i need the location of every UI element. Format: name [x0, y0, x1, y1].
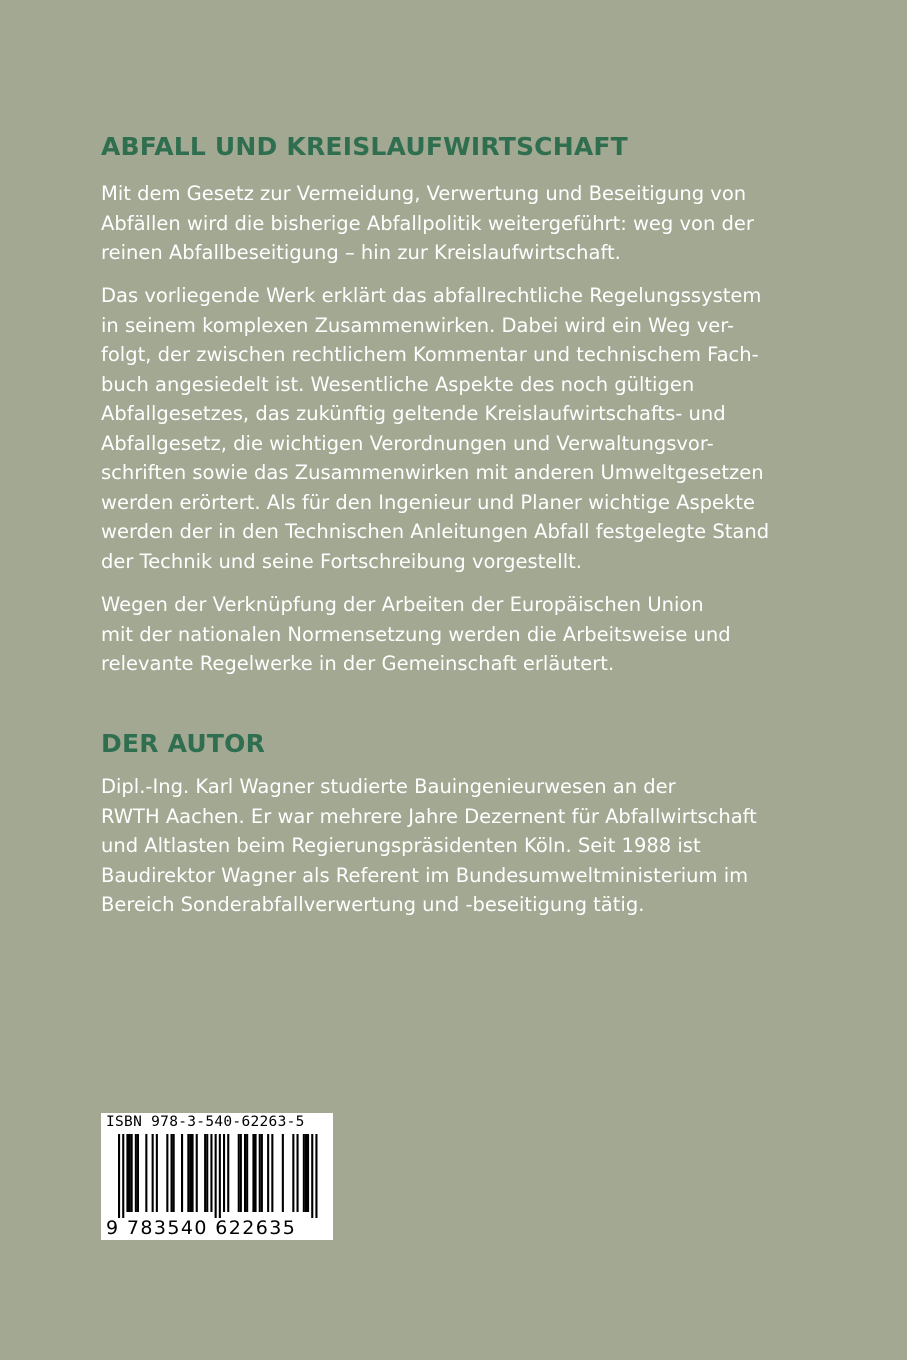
- barcode-bar: [271, 1134, 273, 1212]
- barcode-bar: [156, 1134, 158, 1212]
- barcode-bars: [104, 1134, 330, 1218]
- barcode-bar: [122, 1134, 124, 1218]
- barcode-bar: [135, 1134, 137, 1212]
- text-line: buch angesiedelt ist. Wesentliche Aspekte des noch gültigen: [101, 372, 695, 396]
- text-line: werden erörtert. Als für den Ingenieur und Planer wichtige Aspekte: [101, 490, 755, 514]
- description-paragraph: [101, 281, 769, 576]
- barcode-bar: [255, 1134, 257, 1212]
- text-line: schriften sowie das Zusammenwirken mit anderen Umweltgesetzen: [101, 461, 764, 484]
- barcode-bar: [282, 1134, 284, 1212]
- text-line: Bereich Sonderabfallverwertung und -beseitigung tätig.: [101, 893, 645, 916]
- barcode-bar: [192, 1134, 194, 1212]
- text-line: relevante Regelwerke in der Gemeinschaft erläutert.: [101, 652, 615, 675]
- text-line: Mit dem Gesetz zur Vermeidung, Verwertung und Beseitigung von: [101, 182, 747, 205]
- barcode-bar: [297, 1134, 299, 1212]
- barcode-bar: [137, 1134, 139, 1212]
- barcode-bar: [189, 1134, 191, 1212]
- text-line: in seinem komplexen Zusammenwirken. Dabei wird ein Weg ver-: [101, 313, 735, 337]
- barcode-bar: [223, 1134, 225, 1212]
- text-line: Abfallgesetz, die wichtigen Verordnungen und Verwaltungsvor-: [101, 431, 714, 455]
- ean-digits: 9 783540 622635: [106, 1217, 297, 1239]
- barcode-bar: [145, 1134, 147, 1212]
- barcode-bar: [196, 1134, 198, 1212]
- barcode-bar: [210, 1134, 212, 1212]
- section-heading-autor: DER AUTOR: [101, 729, 266, 758]
- text-line: Das vorliegende Werk erklärt das abfallrechtliche Regelungssystem: [101, 284, 762, 307]
- barcode-bar: [204, 1134, 206, 1212]
- barcode-bar: [246, 1134, 248, 1212]
- text-line: Abfällen wird die bisherige Abfallpolitik weitergeführt: weg von der: [101, 211, 754, 235]
- barcode-bar: [240, 1134, 242, 1212]
- barcode-bar: [173, 1134, 175, 1212]
- barcode-bar: [171, 1134, 173, 1212]
- barcode-bar: [118, 1134, 120, 1218]
- text-line: der Technik und seine Fortschreibung vorgestellt.: [101, 549, 582, 573]
- barcode-bar: [267, 1134, 269, 1212]
- barcode-bar: [215, 1134, 217, 1218]
- barcode-bar: [206, 1134, 208, 1212]
- barcode-bar: [261, 1134, 263, 1212]
- barcode-bar: [181, 1134, 183, 1212]
- barcode-bar: [292, 1134, 294, 1212]
- barcode-bar: [238, 1134, 240, 1212]
- barcode-bar: [129, 1134, 131, 1212]
- barcode-bar: [219, 1134, 221, 1218]
- eu-paragraph: [101, 590, 731, 679]
- barcode-bar: [227, 1134, 229, 1212]
- barcode-bar: [152, 1134, 154, 1212]
- barcode-bar: [126, 1134, 128, 1212]
- intro-paragraph: [101, 179, 754, 268]
- isbn-label: ISBN 978-3-540-62263-5: [106, 1114, 305, 1130]
- text-line: Baudirektor Wagner als Referent im Bundesumweltministerium im: [101, 863, 749, 887]
- barcode-bar: [166, 1134, 168, 1212]
- text-line: RWTH Aachen. Er war mehrere Jahre Dezernent für Abfallwirtschaft: [101, 804, 757, 828]
- barcode-bar: [311, 1134, 313, 1218]
- barcode-bar: [244, 1134, 246, 1212]
- author-paragraph: [101, 772, 757, 920]
- barcode-bar: [259, 1134, 261, 1212]
- text-line: werden der in den Technischen Anleitungen Abfall festgelegte Stand: [101, 520, 770, 543]
- barcode-bar: [307, 1134, 309, 1212]
- text-line: Wegen der Verknüpfung der Arbeiten der Europäischen Union: [101, 593, 704, 616]
- barcode-bar: [315, 1134, 317, 1218]
- isbn-barcode: [101, 1113, 333, 1240]
- text-line: reinen Abfallbeseitigung – hin zur Kreislaufwirtschaft.: [101, 241, 621, 264]
- barcode-bar: [252, 1134, 254, 1212]
- text-line: mit der nationalen Normensetzung werden die Arbeitsweise und: [101, 622, 731, 646]
- text-line: Dipl.-Ing. Karl Wagner studierte Bauingenieurwesen an der: [101, 775, 676, 798]
- barcode-bar: [131, 1134, 133, 1212]
- text-line: und Altlasten beim Regierungspräsidenten Köln. Seit 1988 ist: [101, 834, 701, 857]
- text-line: folgt, der zwischen rechtlichem Kommentar und technischem Fach-: [101, 343, 759, 366]
- section-heading-abfall: ABFALL UND KREISLAUFWIRTSCHAFT: [101, 132, 628, 161]
- barcode-bar: [305, 1134, 307, 1212]
- barcode-bar: [187, 1134, 189, 1212]
- barcode-bar: [303, 1134, 305, 1212]
- text-line: Abfallgesetzes, das zukünftig geltende Kreislaufwirtschafts- und: [101, 402, 726, 425]
